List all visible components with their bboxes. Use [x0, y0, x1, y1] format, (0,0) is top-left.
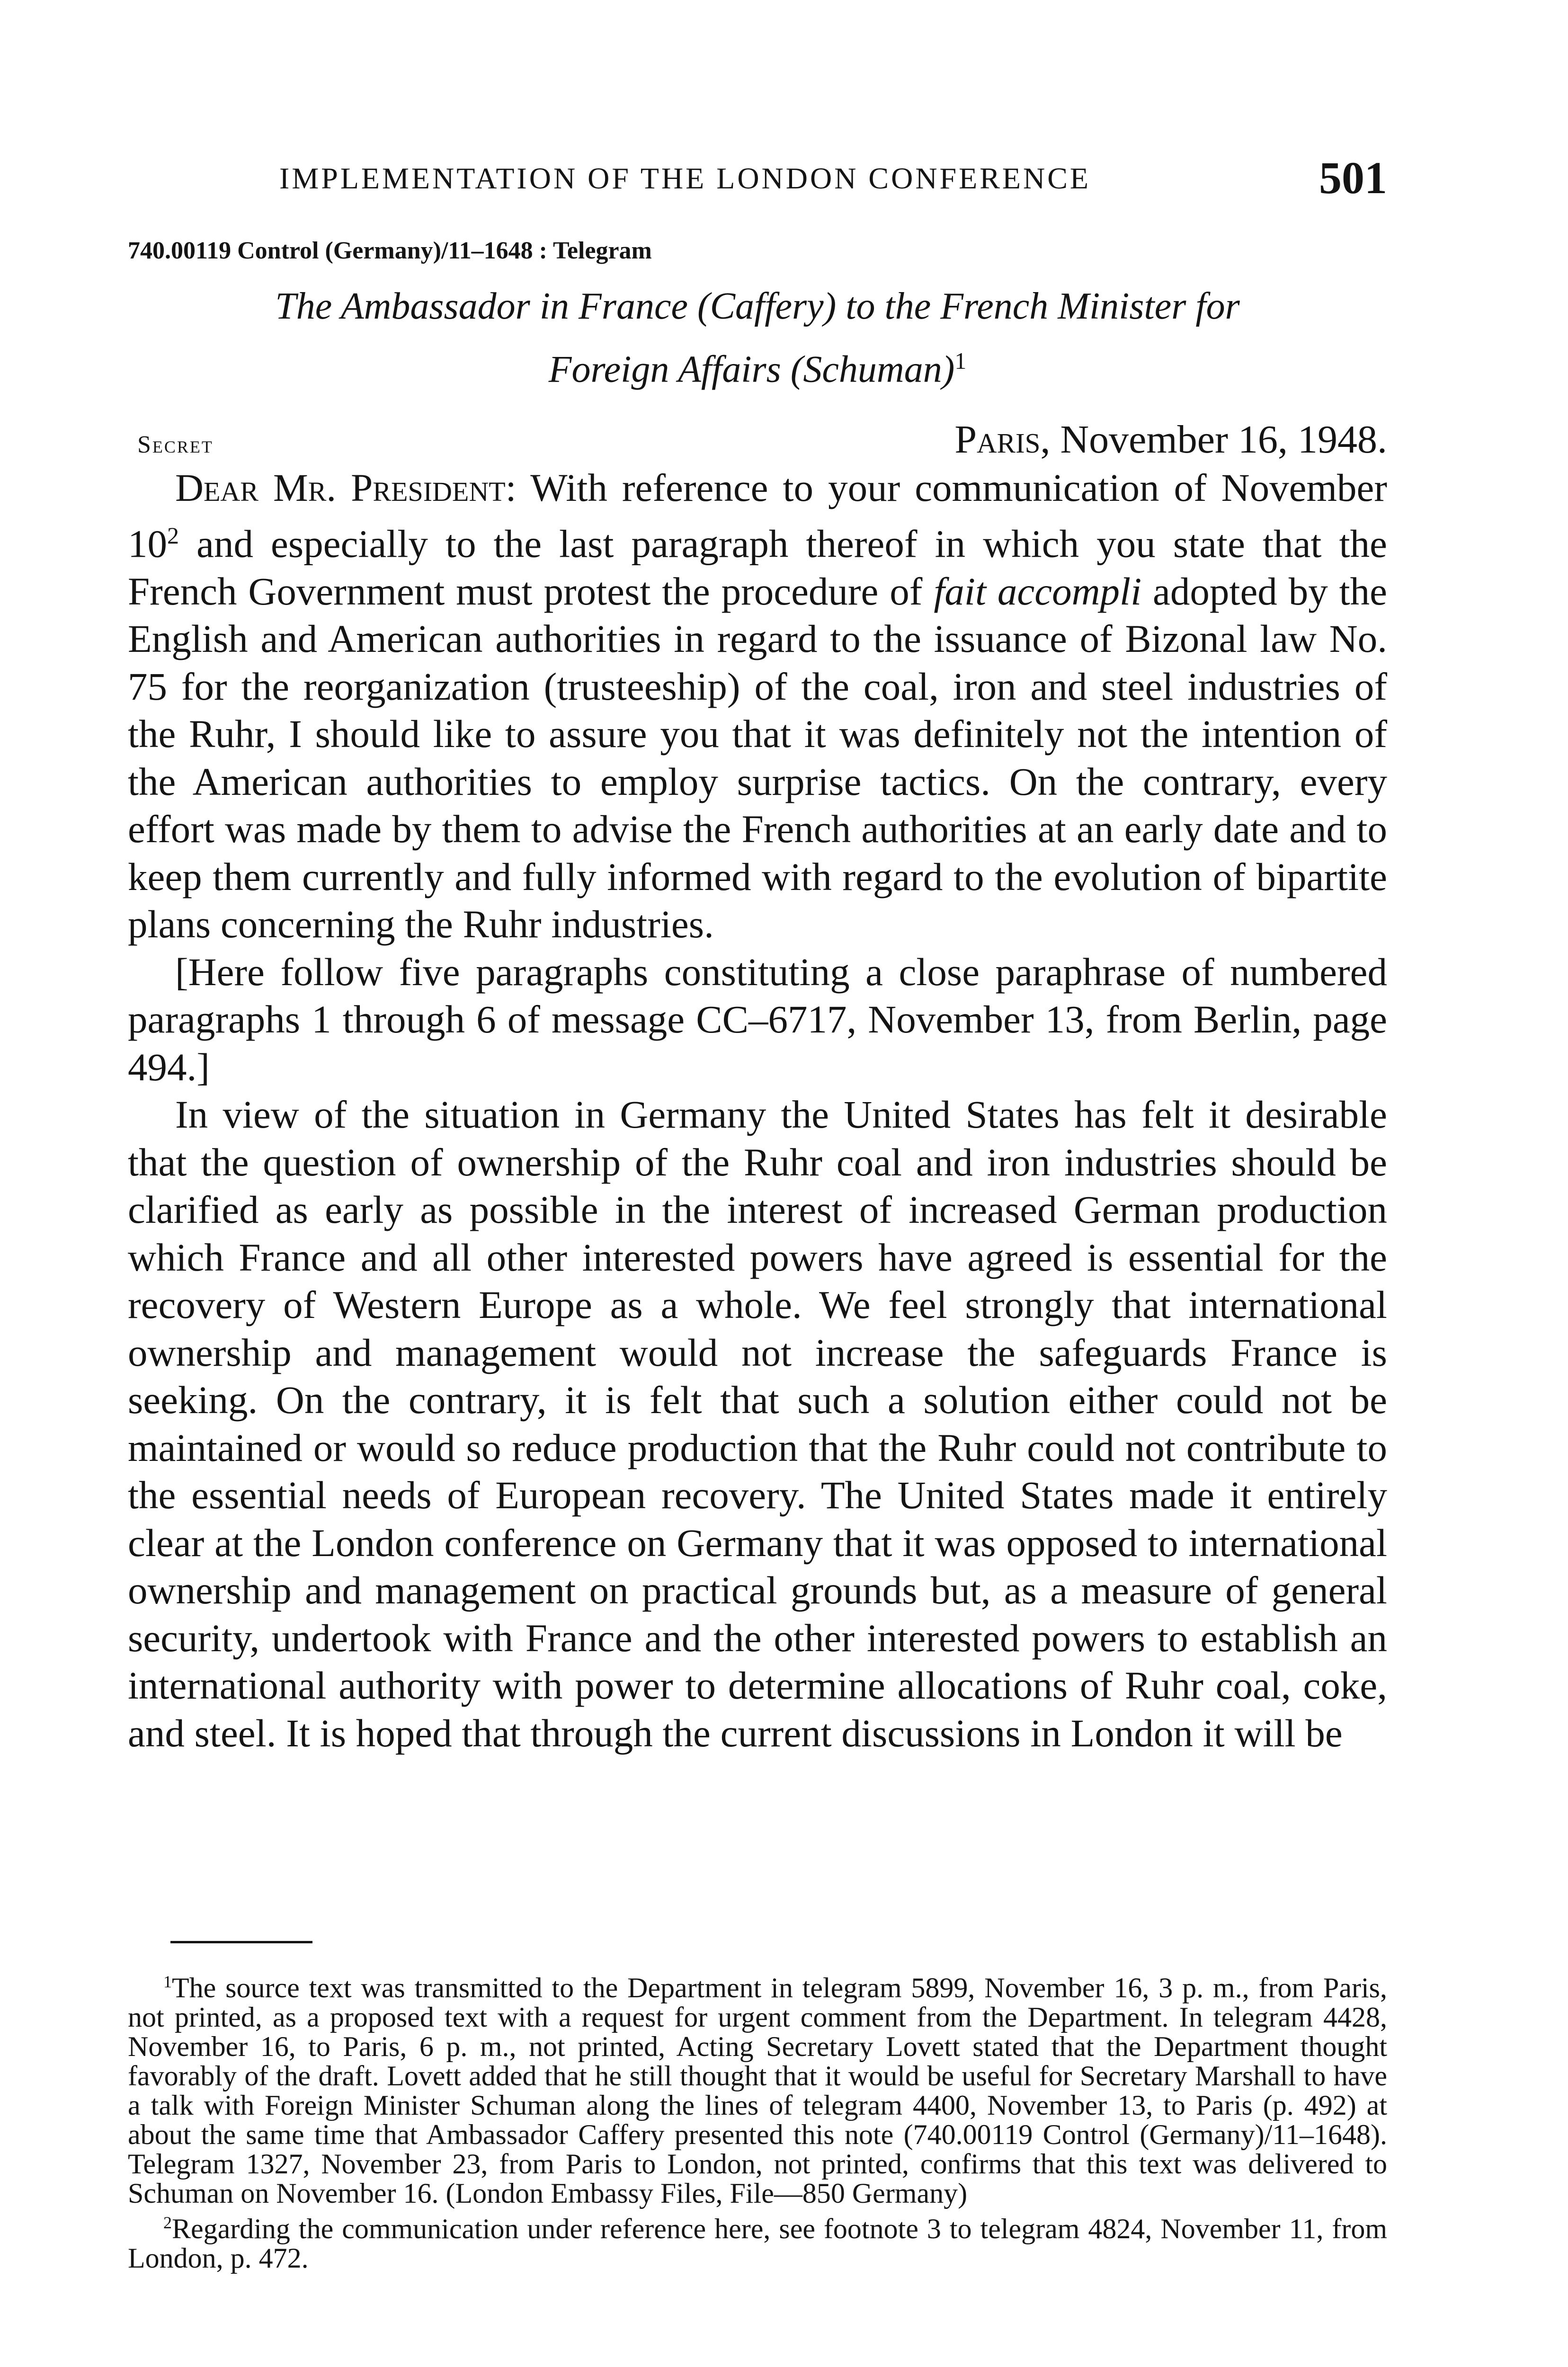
title-line-2 — [128, 334, 1387, 397]
file-reference: 740.00119 Control (Germany)/11–1648 : Telegram — [128, 237, 652, 264]
page-number: 501 — [1319, 152, 1387, 203]
footnote-2-mark: 2 — [163, 2213, 172, 2232]
footnotes — [128, 1967, 1387, 2273]
date: November 16, 1948. — [1060, 418, 1387, 462]
footnote-divider — [170, 1941, 312, 1943]
salutation: Dear Mr. President — [175, 466, 506, 509]
page-header — [279, 142, 1387, 204]
fait-accompli: fait accompli — [934, 569, 1142, 613]
title-line-1: The Ambassador in France (Caffery) to the French Minister for — [275, 285, 1240, 327]
paragraph-1-part-c: adopted by the English and American authorities in regard to the issuance of Bizonal law No. 75 for the reorganization (trusteeship) of the coal, iron and steel industries of the Ruhr, I should like to assure you that it was definitely not the intention of the American authorities to employ surprise tactics. On the contrary, every effort was made by them to advise the French authorities at an early date and to keep them currently and fully informed with regard to the evolution of bipartite plans concerning the Ruhr industries. — [128, 569, 1388, 946]
classification: Secret — [137, 431, 214, 458]
title-line-2-text: Foreign Affairs (Schuman) — [548, 348, 955, 391]
dateline — [954, 417, 1387, 463]
footnote-1-mark: 1 — [163, 1972, 172, 1991]
footnote-2-text: Regarding the communication under reference here, see footnote 3 to telegram 4824, November 11, from London, p. 472. — [128, 2213, 1387, 2274]
footnote-1-text: The source text was transmitted to the Department in telegram 5899, November 16, 3 p. m., from Paris, not printed, as a proposed text with a request for urgent comment from the Department. In telegram 4428, November 16, to Paris, 6 p. m., not printed, Acting Secretary Lovett stated that the Department thought favorably of the draft. Lovett added that he still thought that it would be useful for Secretary Marshall to have a talk with Foreign Minister Schuman along the lines of telegram 4400, November 13, to Paris (p. 492) at about the same time that Ambassador Caffery presented this note (740.00119 Control (Germany)/11–1648). Telegram 1327, November 23, from Paris to London, not printed, confirms that this text was delivered to Schuman on November 16. (London Embassy Files, File—850 Germany) — [128, 1972, 1387, 2209]
document-title — [128, 279, 1387, 397]
footnote-ref-2: 2 — [167, 522, 179, 549]
paragraph-1-part-a: : With reference to your communication of November 10 — [128, 466, 1387, 566]
paragraph-1 — [128, 464, 1387, 948]
title-footnote-ref: 1 — [954, 347, 967, 374]
running-title: IMPLEMENTATION OF THE LONDON CONFERENCE — [279, 161, 1091, 195]
footnote-2 — [128, 2208, 1387, 2273]
document-meta — [128, 417, 1387, 464]
date-place: Paris, — [954, 418, 1051, 462]
paragraph-2-editorial-note: [Here follow five paragraphs constituting a close paraphrase of numbered paragraphs 1 through 6 of message CC–6717, November 13, from Berlin, page 494.] — [128, 950, 1387, 1089]
paragraph-3: In view of the situation in Germany the United States has felt it desirable that the question of ownership of the Ruhr coal and iron industries should be clarified as early as possible in the interest of increased German production which France and all other interested powers have agreed is essential for the recovery of Western Europe as a whole. We feel strongly that international ownership and management would not increase the safeguards France is seeking. On the contrary, it is felt that such a solution either could not be maintained or would so reduce production that the Ruhr could not contribute to the essential needs of European recovery. The United States made it entirely clear at the London conference on Germany that it was opposed to international ownership and management on practical grounds but, as a measure of general security, undertook with France and the other interested powers to establish an international authority with power to determine allocations of Ruhr coal, coke, and steel. It is hoped that through the current discussions in London it will be — [128, 1093, 1387, 1755]
footnote-1 — [128, 1967, 1387, 2208]
paragraph-1-part-b: and especially to the last paragraph thereof in which you state that the French Government must protest the procedure of — [128, 522, 1387, 613]
letter-body — [128, 464, 1387, 1757]
